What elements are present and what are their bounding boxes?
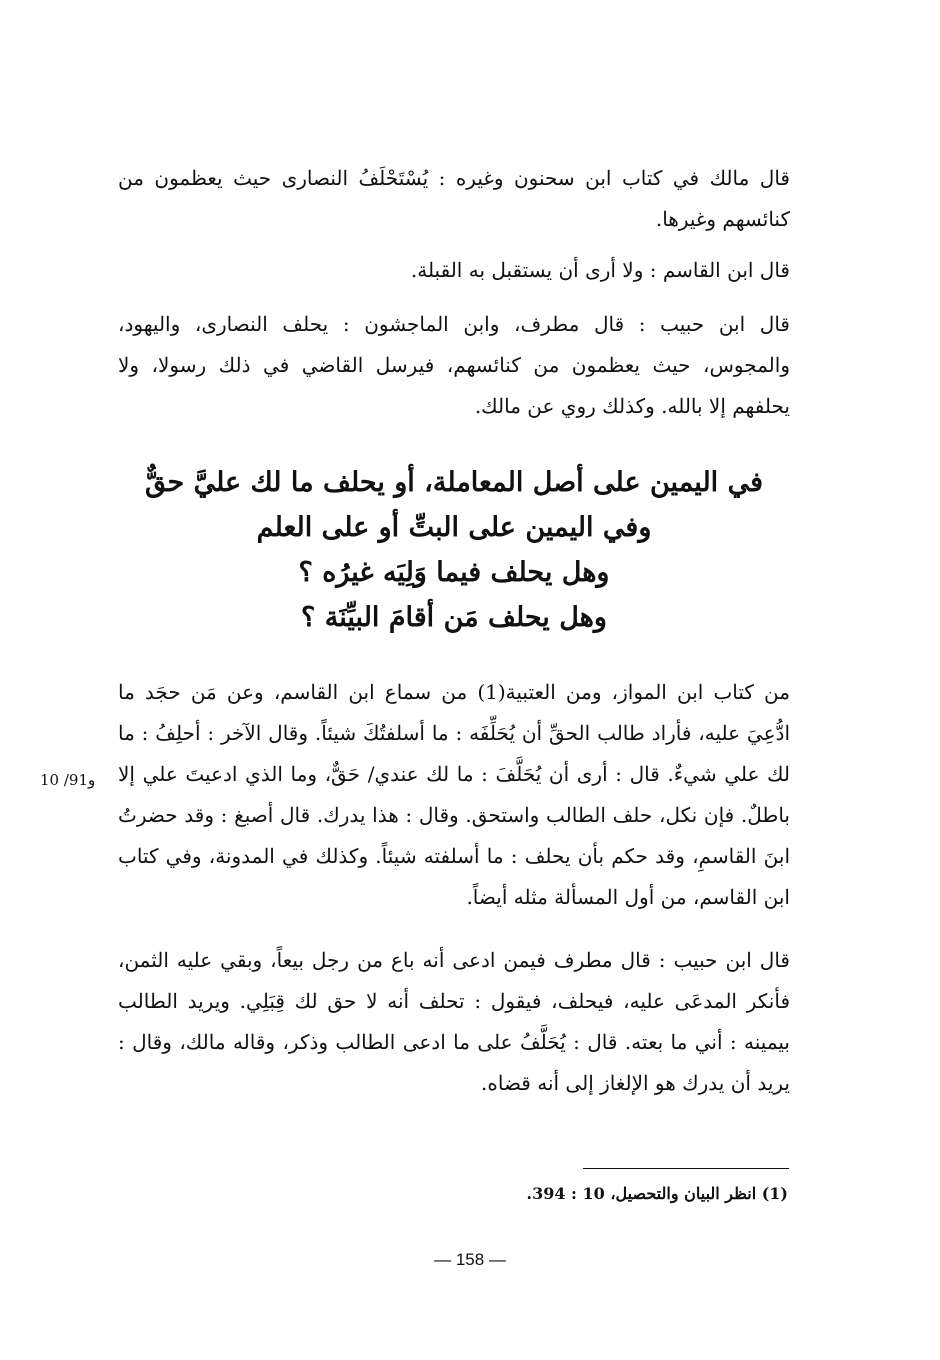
footnote: (1) انظر البيان والتحصيل، 10 : 394. — [526, 1184, 788, 1203]
paragraph-1: قال مالك في كتاب ابن سحنون وغيره : يُسْتَحْلَفُ النصارى حيث يعظمون من كنائسهم وغيرها. — [118, 166, 790, 231]
margin-folio-note: 10 /91و — [40, 771, 96, 789]
paragraph-2: قال ابن القاسم : ولا أرى أن يستقبل به القبلة. — [410, 258, 790, 282]
paragraph-5: قال ابن حبيب : قال مطرف فيمن ادعى أنه باع من رجل بيعاً، وبقي عليه الثمن، فأنكر المدعَى عليه، فيحلف، فيقول : تحلف أنه لا حق لك قِبَلِي. ويريد الطالب بيمينه : أني ما بعته. قال : يُحَلَّفُ على ما ادعى الطالب وذكر، وقاله مالك، وقال : يريد أن يدرك هو الإلغاز إلى أنه قضاه. — [118, 948, 790, 1095]
heading-line-3: وهل يحلف فيما وَلِيَه غيرُه ؟ — [298, 557, 610, 588]
heading-line-1: في اليمين على أصل المعاملة، أو يحلف ما لك عليَّ حقٌّ — [144, 467, 763, 498]
footnote-divider — [583, 1168, 789, 1169]
paragraph-3: قال ابن حبيب : قال مطرف، وابن الماجشون : يحلف النصارى، واليهود، والمجوس، حيث يعظمون من كنائسهم، فيرسل القاضي في ذلك رسولا، ولا يحلفهم إلا بالله. وكذلك روي عن مالك. — [118, 312, 790, 418]
section-heading — [118, 460, 790, 640]
heading-line-2: وفي اليمين على البتِّ أو على العلم — [256, 512, 652, 543]
paragraph-4: من كتاب ابن المواز، ومن العتبية(1) من سماع ابن القاسم، وعن مَن حجَد ما ادُّعِيَ عليه، فأراد طالب الحقِّ أن يُحَلِّفَه : ما أسلفتُكَ شيئاً. وقال الآخر : أحلِفُ : ما لك علي شيءٌ. قال : أرى أن يُحَلَّفَ : ما لك عندي/ حَقٌّ، وما الذي ادعيتَ علي إلا باطلٌ. فإن نكل، حلف الطالب واستحق. وقال : هذا يدرك. قال أصبغ : وقد حضرتُ ابنَ القاسمِ، وقد حكم بأن يحلف : ما أسلفته شيئاً. وكذلك في المدونة، وفي كتاب ابن القاسم، من أول المسألة مثله أيضاً. — [118, 680, 790, 909]
heading-line-4: وهل يحلف مَن أقامَ البيِّنَة ؟ — [301, 602, 607, 633]
page-number: — 158 — — [434, 1250, 506, 1269]
